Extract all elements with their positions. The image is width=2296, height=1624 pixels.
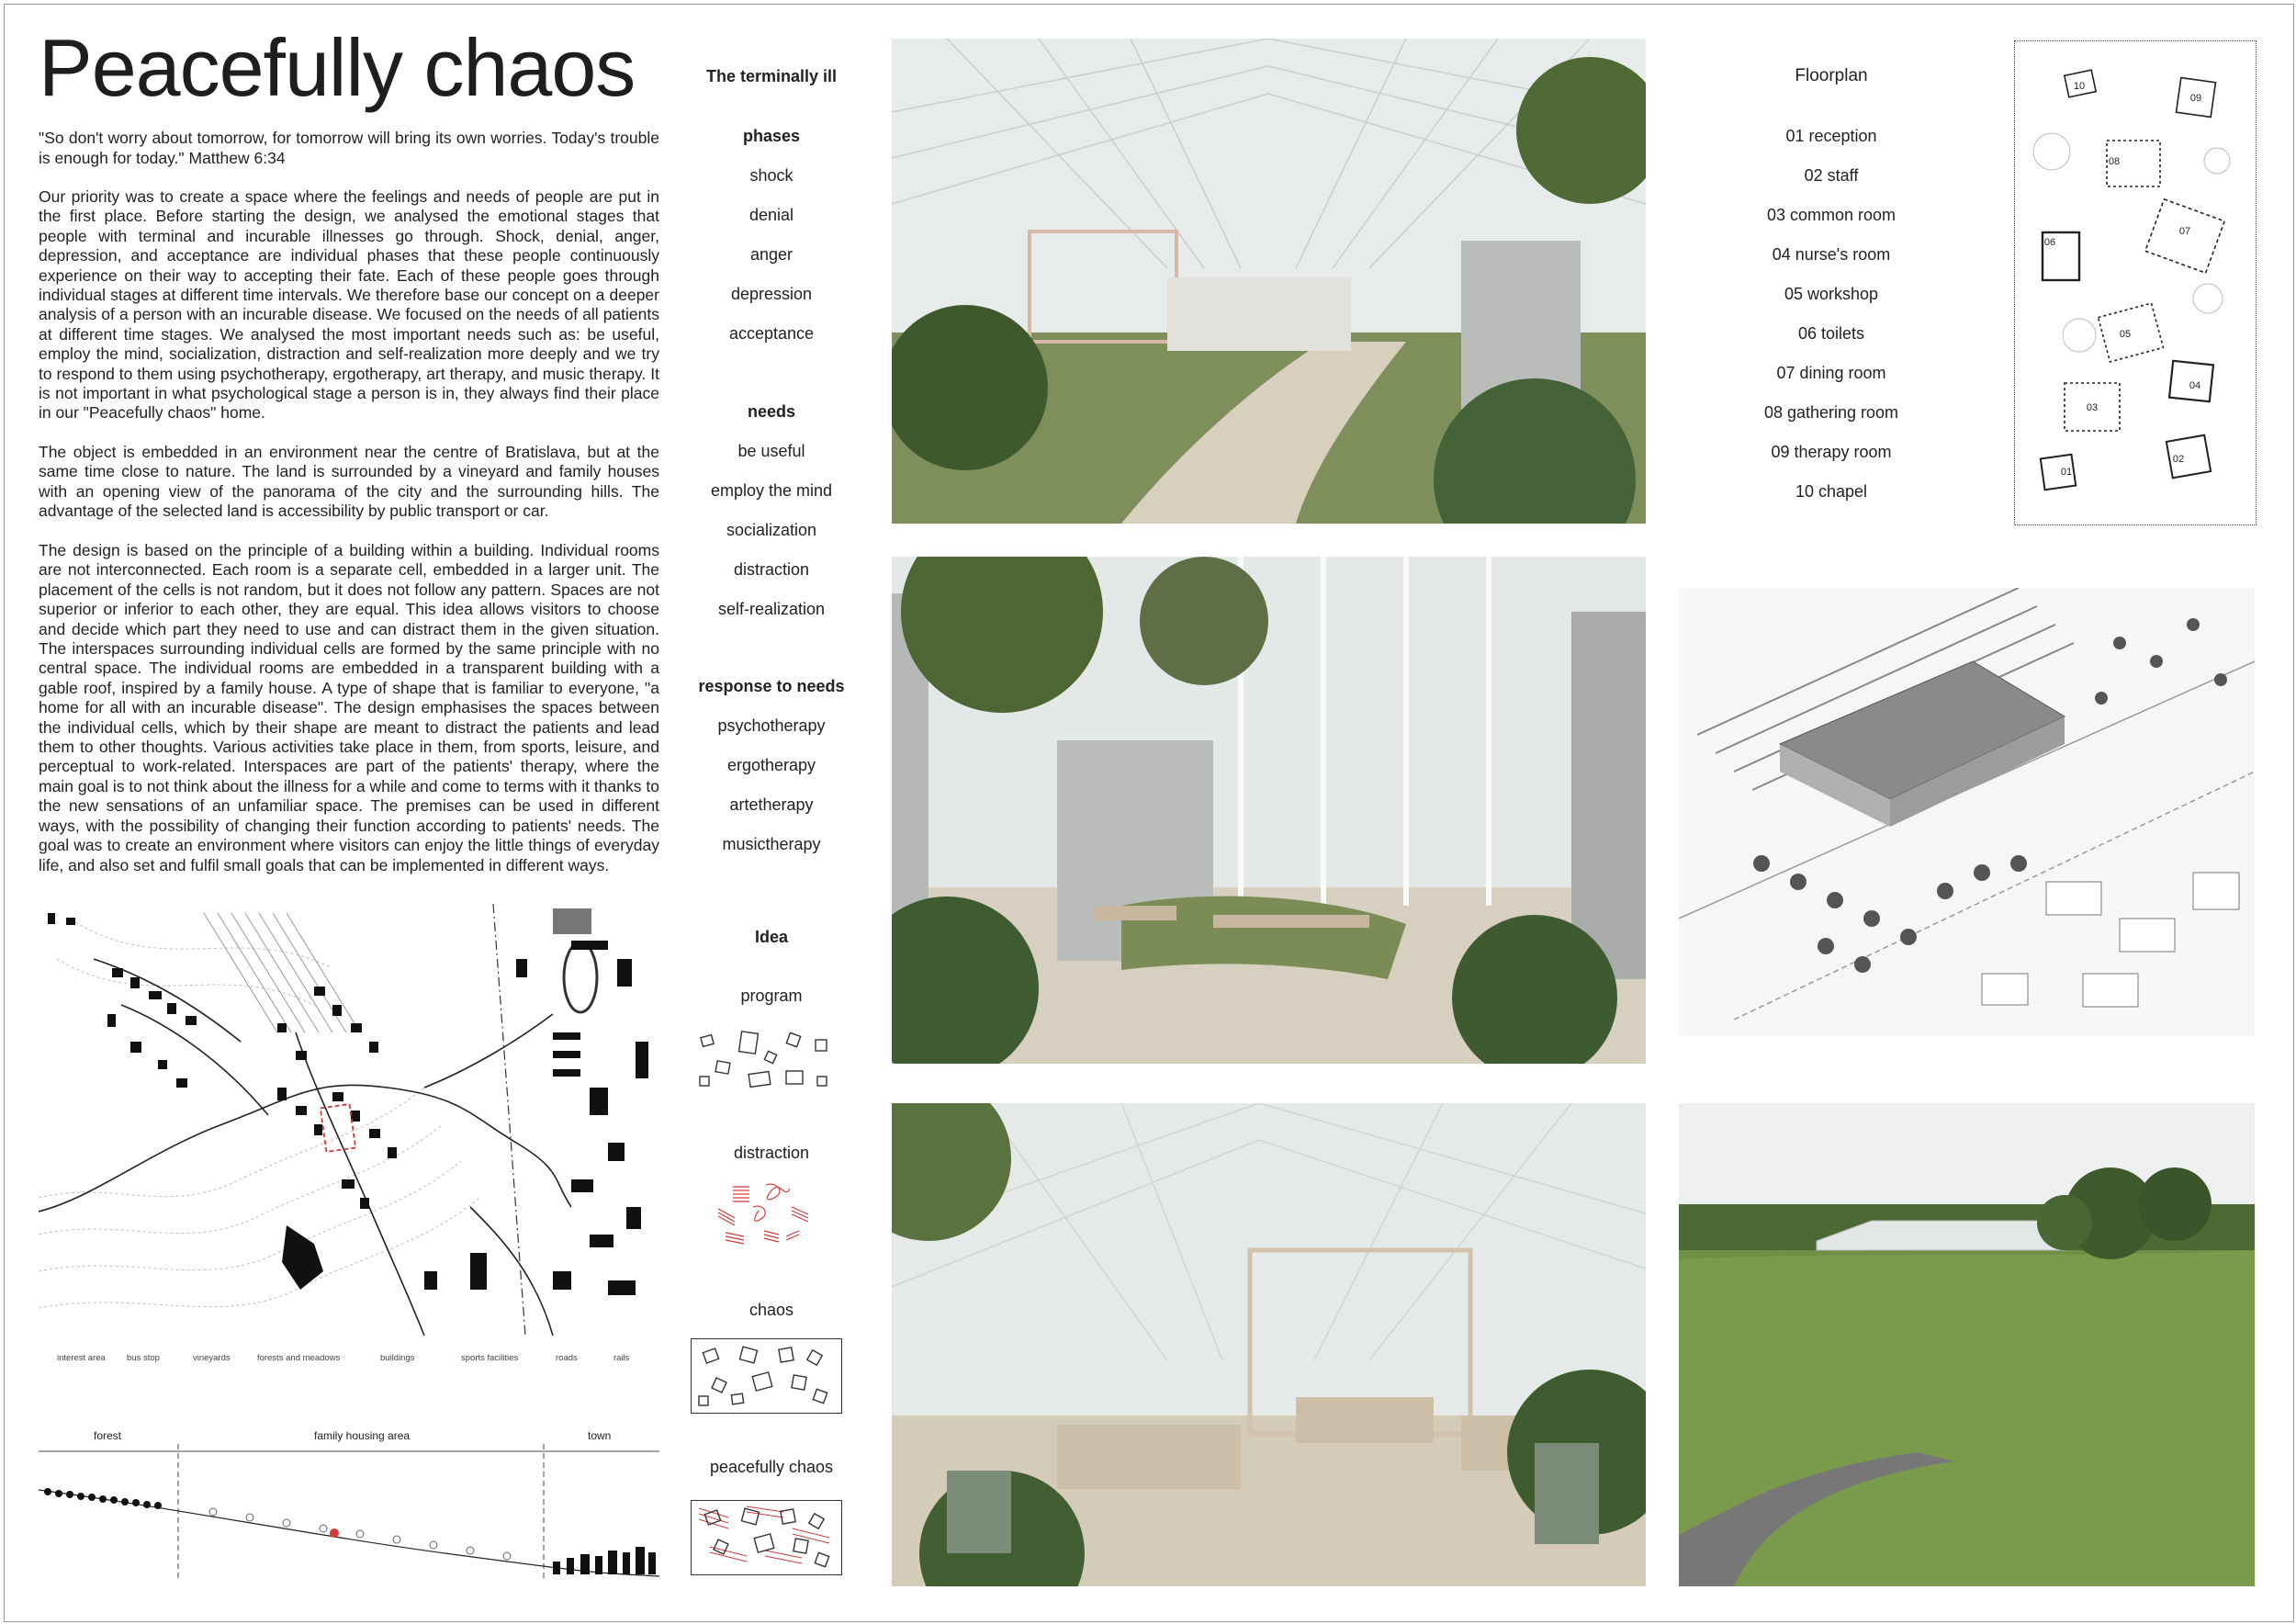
need-item: self-realization: [717, 600, 826, 618]
plan-label-04: 04: [2189, 380, 2201, 391]
room-item: 06 toilets: [1797, 324, 1865, 343]
legend-bus-stop: bus stop: [127, 1353, 160, 1363]
room-item: 10 chapel: [1795, 482, 1868, 501]
terminally-ill-heading: The terminally ill: [705, 67, 838, 85]
room-item: 01 reception: [1785, 127, 1877, 145]
floorplan-drawing: [2014, 40, 2257, 525]
page-title: Peacefully chaos: [39, 22, 636, 113]
terrain-section: [39, 1444, 659, 1578]
phase-item: acceptance: [728, 324, 815, 343]
interior-render-3: [892, 1103, 1646, 1586]
phase-item: anger: [749, 245, 793, 264]
need-item: socialization: [726, 521, 817, 539]
legend-rails: rails: [613, 1353, 630, 1363]
room-item: 07 dining room: [1776, 364, 1886, 382]
idea-peacefully-chaos-label: peacefully chaos: [709, 1458, 834, 1476]
legend-roads: roads: [556, 1353, 578, 1363]
exterior-render: [1679, 1103, 2255, 1586]
need-item: employ the mind: [710, 481, 833, 500]
interior-render-1: [892, 39, 1646, 524]
legend-vineyards: vineyards: [193, 1353, 231, 1363]
program-diagram: [696, 1027, 836, 1095]
room-item: 04 nurse's room: [1772, 245, 1891, 264]
plan-label-09: 09: [2189, 93, 2202, 104]
plan-label-10: 10: [2073, 81, 2086, 92]
axonometric-site-view: [1679, 588, 2255, 1036]
phase-item: depression: [730, 285, 813, 303]
interior-render-2: [892, 557, 1646, 1064]
phase-item: denial: [748, 206, 794, 224]
plan-label-03: 03: [2086, 402, 2099, 413]
plan-label-05: 05: [2119, 329, 2132, 340]
need-item: be useful: [737, 442, 805, 460]
room-item: 08 gathering room: [1763, 403, 1899, 422]
peacefully-chaos-diagram: [691, 1500, 842, 1575]
idea-chaos-label: chaos: [748, 1301, 794, 1319]
map-legend: [39, 1348, 659, 1369]
location-paragraph: The object is embedded in an environment near the centre of Bratislava, but at the same time close to nature. The land is surrounded by a vineyard and family houses with an opening view of the panorama of the city and the surrounding hills. The advantage of the selected land is accessibility by public transport or car.: [39, 443, 659, 521]
need-item: distraction: [733, 560, 810, 579]
distraction-diagram: [707, 1181, 825, 1249]
needs-heading: needs: [747, 402, 796, 421]
room-item: 05 workshop: [1784, 285, 1879, 303]
plan-label-08: 08: [2108, 156, 2121, 167]
response-item: musictherapy: [722, 835, 821, 853]
site-map-drawing: [39, 904, 659, 1336]
section-label-housing: family housing area: [314, 1429, 411, 1442]
room-item: 09 therapy room: [1771, 443, 1892, 461]
plan-label-01: 01: [2060, 467, 2073, 478]
section-label-forest: forest: [94, 1429, 122, 1442]
site-map: [39, 904, 659, 1336]
idea-distraction-label: distraction: [733, 1144, 810, 1162]
phases-heading: phases: [742, 127, 801, 145]
design-paragraph: The design is based on the principle of a building within a building. Individual rooms are not interconnected. Each room is a separate cell, embedded in a larger unit. The placement of the cells is not random, but it does not follow any pattern. Spaces are not superior or inferior to each other, they are equal. This idea allows visitors to choose and decide which part they need to use and can distract them in the given situation. The interspaces surrounding individual cells are formed by the same principle with no central space. The individual rooms are embedded in a transparent building with a gable roof, inspired by a family house. A type of shape that is familiar to everyone, "a home for all with an incurable disease". The design emphasises the spaces between the individual cells, which by their shape are meant to distract the patients and lead them to other thoughts. Various activities take place in them, from sports, leisure, and perceptual to work-related. Interspaces are part of the patients' therapy, where the main goal is to not think about the illness for a while and come to terms with it thanks to the new sensations of an unfamiliar space. The premises can be used in different ways, with the possibility of changing their function according to patients' needs. The goal was to create an environment where visitors can enjoy the little things of everyday life, and also set and fulfil small goals that can be implemented in different ways.: [39, 541, 659, 874]
legend-interest-area: interest area: [57, 1353, 106, 1363]
plan-label-06: 06: [2043, 237, 2056, 248]
response-heading: response to needs: [698, 677, 845, 695]
plan-label-07: 07: [2178, 226, 2191, 237]
bible-quote: "So don't worry about tomorrow, for tomorrow will bring its own worries. Today's trouble is enough for today." Matthew 6:34: [39, 129, 659, 167]
floorplan-heading: Floorplan: [1795, 66, 1868, 85]
phase-item: shock: [749, 166, 793, 185]
response-item: psychotherapy: [717, 716, 826, 735]
idea-program-label: program: [740, 987, 803, 1005]
legend-forests: forests and meadows: [257, 1353, 341, 1363]
response-item: ergotherapy: [726, 756, 816, 774]
concept-paragraph: Our priority was to create a space where the feelings and needs of people are put in the first place. Before starting the design, we analysed the emotional stages that people with terminal and incurable illnesses go through. Shock, denial, anger, depression, and acceptance are individual phases that these people continuously experience on their way to accepting their fate. Each of these people goes through individual stages at different time intervals. We therefore base our concept on a deeper analysis of a person with an incurable disease. We focused on the needs of all patients at different time stages. We analysed the most important needs such as: be useful, employ the mind, socialization, distraction and self-realization more deeply and we try to respond to them using psychotherapy, ergotherapy, art therapy, and music therapy. It is not important in what psychological stage a person is in, they always find their place in our "Peacefully chaos" home.: [39, 187, 659, 423]
plan-label-02: 02: [2172, 454, 2185, 465]
response-item: artetherapy: [729, 795, 814, 814]
section-label-town: town: [588, 1429, 612, 1442]
room-item: 03 common room: [1766, 206, 1896, 224]
legend-buildings: buildings: [380, 1353, 415, 1363]
idea-heading: Idea: [754, 928, 789, 946]
room-item: 02 staff: [1804, 166, 1859, 185]
legend-sports: sports facilities: [461, 1353, 519, 1363]
chaos-diagram: [691, 1338, 842, 1414]
